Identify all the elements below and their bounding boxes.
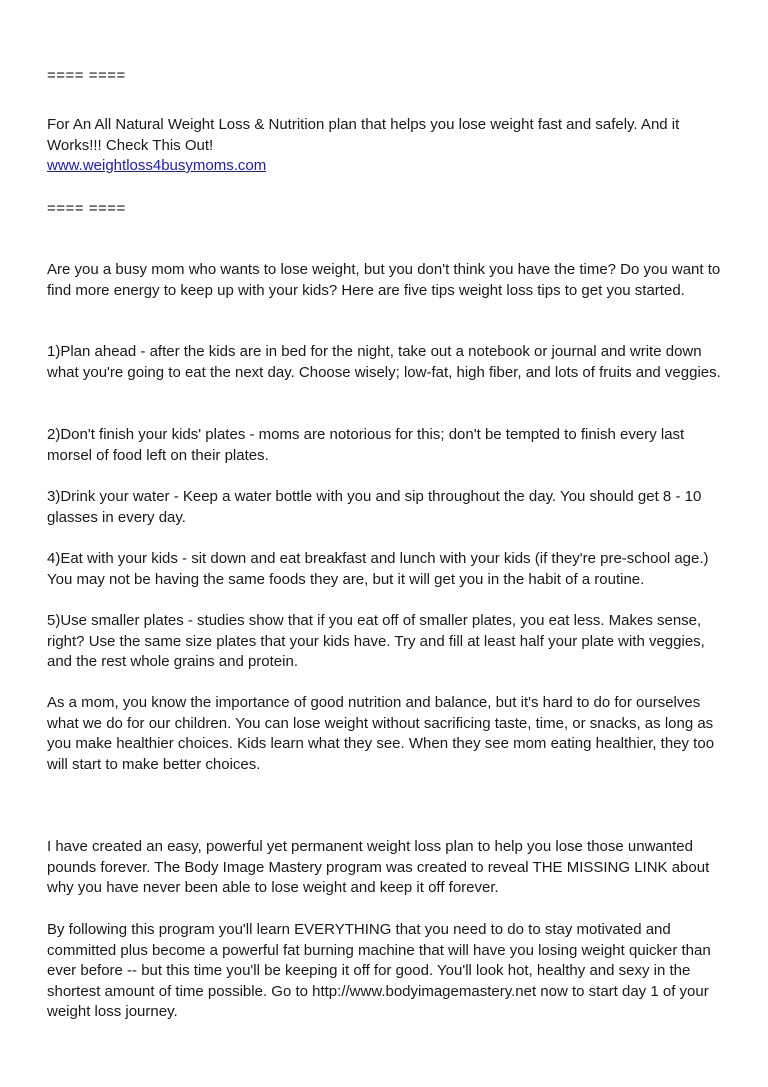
plan-paragraph: I have created an easy, powerful yet permanent weight loss plan to help you lose those unwanted pounds forever. The Body Image Mastery program was created to reveal THE MISSING LINK about why you have never been able to lose weight and keep it off forever. [47,838,710,896]
divider-bottom: ==== ==== [47,200,126,217]
tip-5-paragraph: 5)Use smaller plates - studies show that if you eat off of smaller plates, you eat less. Makes sense, right? Use the same size plates that your kids have. Try and fill at least half your plate with veggies, and the rest whole grains and protein. [47,612,705,670]
intro-paragraph: Are you a busy mom who wants to lose weight, but you don't think you have the time? Do you want to find more energy to keep up with your kids? Here are five tips weight loss tips to get you started. [47,261,721,299]
promo-text: For An All Natural Weight Loss & Nutrition plan that helps you lose weight fast and safely. And it Works!!! Check This Out! [47,116,680,154]
tip-4-paragraph: 4)Eat with your kids - sit down and eat breakfast and lunch with your kids (if they're pre-school age.) You may not be having the same foods they are, but it will get you in the habit of a routine. [47,550,709,588]
divider-top: ==== ==== [47,67,126,84]
conclusion-paragraph: As a mom, you know the importance of good nutrition and balance, but it's hard to do for ourselves what we do for our children. You can lose weight without sacrificing taste, time, or snacks, as long as you make healthier choices. Kids learn what they see. When they see mom eating healthier, they too will start to make better choices. [47,694,715,773]
program-paragraph: By following this program you'll learn EVERYTHING that you need to do to stay motivated and committed plus become a powerful fat burning machine that will have you losing weight quicker than ever before -- but this time you'll be keeping it off for good. You'll look hot, healthy and sexy in the shortest amount of time possible. Go to http://www.bodyimagemastery.net now to start day 1 of your weight loss journey. [47,921,711,1020]
tip-2-paragraph: 2)Don't finish your kids' plates - moms are notorious for this; don't be tempted to finish every last morsel of food left on their plates. [47,426,685,464]
promo-link[interactable]: www.weightloss4busymoms.com [47,157,267,174]
promo-block [47,115,733,177]
tip-3-paragraph: 3)Drink your water - Keep a water bottle with you and sip throughout the day. You should get 8 - 10 glasses in every day. [47,488,702,526]
tip-1-paragraph: 1)Plan ahead - after the kids are in bed for the night, take out a notebook or journal and write down what you're going to eat the next day. Choose wisely; low-fat, high fiber, and lots of fruits and veggies. [47,343,721,381]
